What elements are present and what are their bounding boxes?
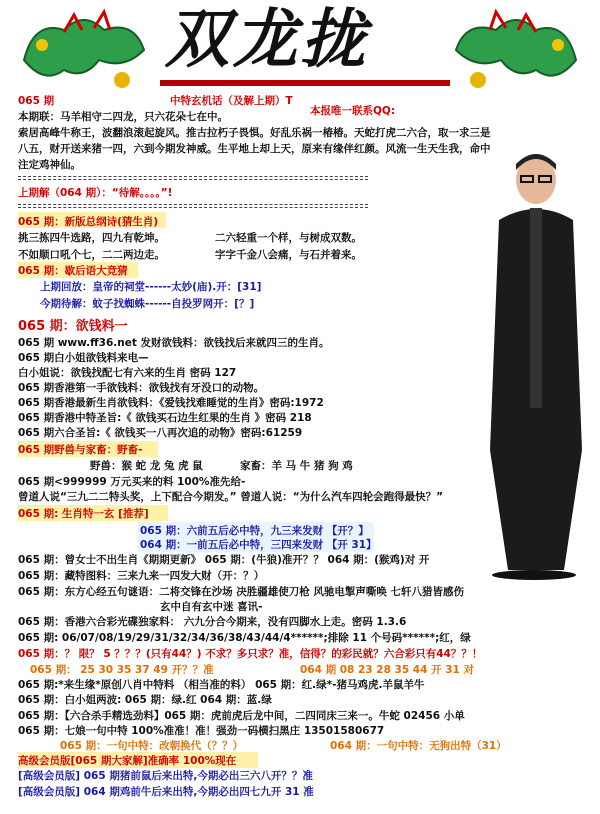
text-line-l3: 索居高峰牛称王，波翻浪滚起旋风。推古拉朽子畏惧。好乱乐祸一椿椿。天蛇打虎二六合，取一求三是 [18, 127, 491, 139]
text-line-l39: 065 期：七娘一句中特 100%准准！准！强劲一码横扫黑庄 13501580677 [18, 725, 385, 737]
text-line-l38: 065 期：【六合杀手精选劲料】065 期：虎前虎后龙中间，二四同床三来一。牛蛇 02456 小单 [18, 710, 465, 722]
text-line-l35a: 065 期： 25 30 35 37 49 开？？准 [30, 664, 214, 676]
text-line-l11: 上期回放：皇帝的祠堂------太妙(庙).开：[31] [40, 281, 262, 293]
text-line-l17: 065 期香港第一手欲钱料：欲钱找有牙没口的动物。 [18, 382, 265, 394]
text-line-l41: 高级会员版[065 期大家解]准确率 100%现在 [18, 755, 237, 767]
text-line-l26: 065 期：六前五后必中特，九三来发财 【开？】 [140, 525, 369, 537]
text-line-l27: 064 期：一前五后必中特，三四来发财 【开 31】 [140, 539, 377, 551]
text-line-l23: 065 期<999999 万元买来的料 100%准先给- [18, 476, 246, 488]
text-line-l31: 玄中自有玄中迷 喜讯- [160, 601, 263, 613]
text-line-l36: 065 期:*来生缘*原创八肖中特料 （相当准的料） 065 期：红.绿*-猪马鸡虎.羊鼠羊牛 [18, 679, 425, 691]
text-line-l4: 八五，财开送来猪一四，六到今期发神威。生平地上却上天，原来有缘伴红颜。风流一生天生我，命中 [18, 143, 491, 155]
text-line-l24: 曾道人说“三九二二特头奖，上下配合今期发。” 曾道人说：“为什么汽车四轮会跑得最快？” [18, 491, 444, 503]
text-line-l28: 065 期：曾女士不出生肖《期期更新》 065 期：(牛狼)准开？？ 064 期：(猴鸡)对 开 [18, 554, 430, 566]
text-line-l16: 白小姐说：欲钱找配七有六来的生肖 密码 127 [18, 367, 237, 379]
text-line-l1: 065 期 [18, 95, 55, 107]
text-line-l1b: 中特玄机话（及解上期）T [170, 95, 293, 107]
dragon-right-icon [446, 0, 596, 92]
text-line-l37: 065 期：白小姐两波: 065 期：绿.红 064 期：蓝.绿 [18, 694, 272, 706]
text-line-l42: [高级会员版] 065 期猪前鼠后来出特,今期必出三六八开？？准 [18, 770, 313, 782]
text-line-l25: 065 期: 生肖特一玄 [推荐] [18, 508, 149, 520]
text-line-l18: 065 期香港最新生肖欲钱料：《爱钱找难睡觉的生肖》密码:1972 [18, 397, 324, 409]
text-line-l7: 065 期：新版总纲诗(猜生肖) [18, 216, 159, 228]
text-line-l14: 065 期 www.ff36.net 发财欲钱料：欲钱找后来就四三的生肖。 [18, 337, 330, 349]
text-line-l1c: 本报唯一联系QQ: [310, 105, 396, 117]
text-line-l40b: 064 期：一句中特：无狗出特（31） [330, 740, 507, 752]
text-line-l8b: 二六轻重一个样，与树成双数。 [215, 232, 362, 244]
text-line-l6: 上期解（064 期）：“待解。。。。”! [18, 187, 173, 199]
text-line-l5: 注定鸡神仙。 [18, 159, 81, 171]
text-line-l15: 065 期白小姐欲钱料来电— [18, 352, 149, 364]
dragon-left-icon [4, 0, 154, 92]
text-line-l43: [高级会员版] 064 期鸡前牛后来出特,今期必出四七九开 31 准 [18, 786, 314, 798]
text-line-l30: 065 期：东方心经五句谜语：二将交锋在沙场 决胜疆雄使刀枪 风驰电掣声嘶唤 七轩八猎皆感伤 [18, 586, 465, 598]
page-title: 双龙拢 [165, 2, 369, 77]
text-line-l22a: 野兽：猴 蛇 龙 兔 虎 鼠 [90, 460, 203, 472]
text-line-l40a: 065 期：一句中特：改朝换代（？？） [60, 740, 244, 752]
text-line-l13: 065 期：欲钱料一 [18, 319, 128, 334]
text-line-l22b: 家畜：羊 马 牛 猪 狗 鸡 [240, 460, 353, 472]
text-line-l35b: 064 期 08 23 28 35 44 开 31 对 [300, 664, 474, 676]
text-line-l12: 今期待解：蚊子找蜘蛛------自投罗网开：[？] [40, 298, 255, 310]
title-underline [160, 80, 450, 86]
text-line-l8a: 挑三拣四牛选路，四九有乾坤。 [18, 232, 165, 244]
text-line-l32: 065 期：香港六合彩光碟独家料： 六九分合今期来，没有四脚水上走。密码 1.3.6 [18, 616, 407, 628]
text-line-l34: 065 期：？ 限？ 5 ？？？(只有44？) 不求？多只求？准，信得？的彩民就？六合彩只有44？？！ [18, 648, 483, 660]
text-line-l29: 065 期：藏特图料：三来九来一四发大财（开：？） [18, 570, 265, 582]
divider [18, 176, 368, 180]
text-line-l10: 065 期：歇后语大竞猜 [18, 265, 128, 277]
person-figure-icon [474, 150, 594, 580]
text-line-l2: 本期联：马羊相守二四龙，只六花朵七在中。 [18, 111, 228, 123]
text-line-l19: 065 期香港中特圣旨:《 欲钱买石边生红果的生肖 》密码 218 [18, 412, 312, 424]
divider [18, 204, 368, 208]
text-line-l21: 065 期野兽与家畜：野畜- [18, 444, 143, 456]
text-line-l9b: 字字千金八会痛，与石并着来。 [215, 249, 362, 261]
text-line-l20: 065 期六合圣旨:《 欲钱买一八再次追的动物》密码:61259 [18, 427, 303, 439]
text-line-l9a: 不如顺口吼个七，二二两边走。 [18, 249, 165, 261]
text-line-l33: 065 期: 06/07/08/19/29/31/32/34/36/38/43/44/4******;排除 11 个号码******;红，绿 [18, 632, 471, 644]
